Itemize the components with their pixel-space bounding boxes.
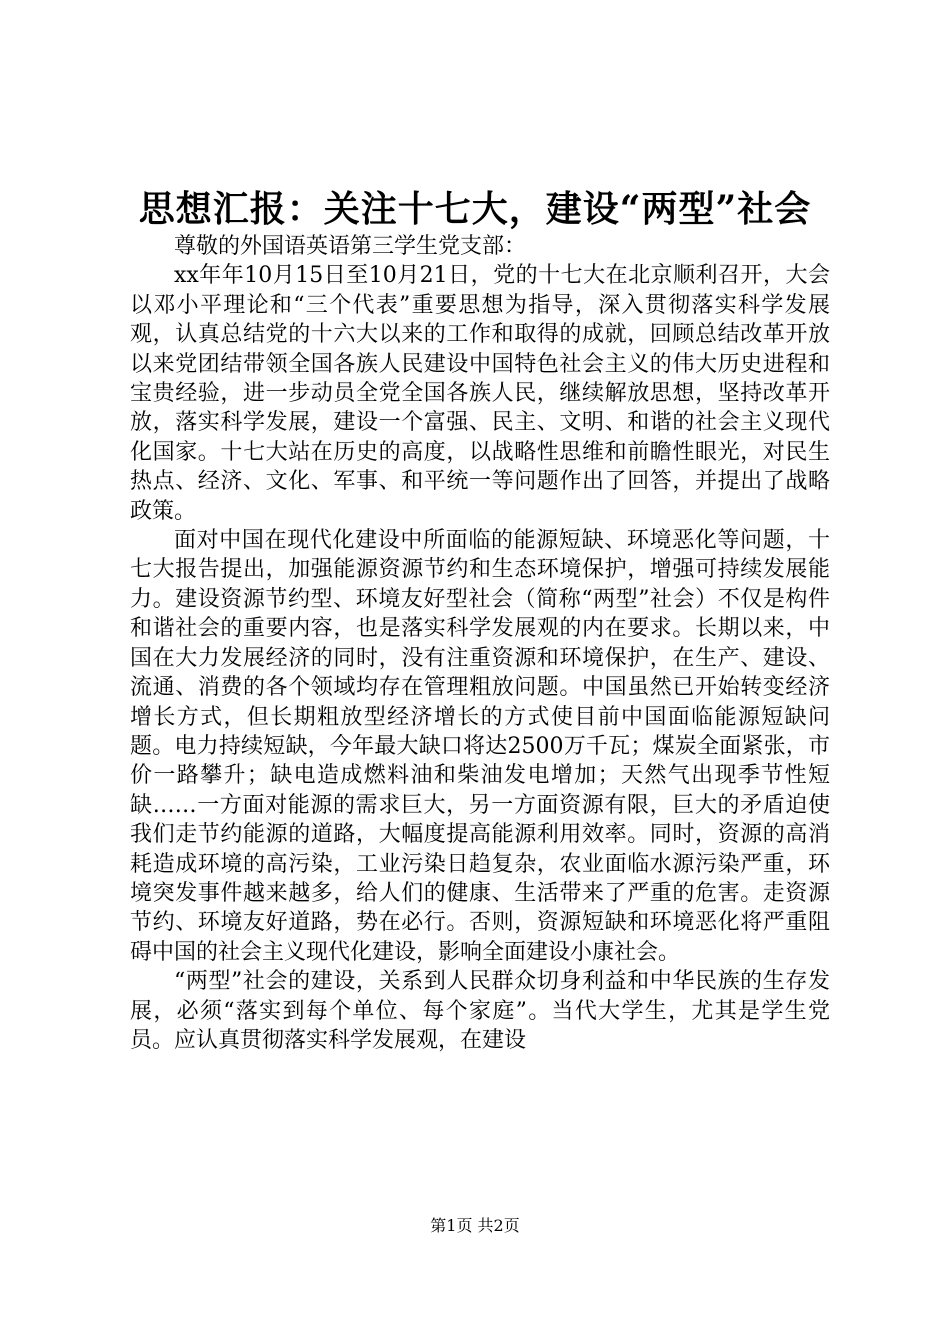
page-footer xyxy=(0,1216,950,1236)
document-body xyxy=(130,232,830,1055)
document-title: 思想汇报：关注十七大，建设“两型”社会 xyxy=(138,188,812,230)
page-indicator: 第1页 共2页 xyxy=(430,1216,520,1235)
salutation: 尊敬的外国语英语第三学生党支部： xyxy=(174,234,527,259)
body-paragraph-3: “两型”社会的建设，关系到人民群众切身利益和中华民族的生存发展，必须“落实到每个单位、每个家庭”。当代大学生，尤其是学生党员。应认真贯彻落实科学发展观，在建设 xyxy=(130,969,830,1053)
body-paragraph-1: xx年年10月15日至10月21日，党的十七大在北京顺利召开，大会以邓小平理论和“三个代表”重要思想为指导，深入贯彻落实科学发展观，认真总结党的十六大以来的工作和取得的成就，回顾总结改革开放以来党团结带领全国各族人民建设中国特色社会主义的伟大历史进程和宝贵经验，进一步动员全党全国各族人民，继续解放思想，坚持改革开放，落实科学发展，建设一个富强、民主、文明、和谐的社会主义现代化国家。十七大站在历史的高度，以战略性思维和前瞻性眼光，对民生热点、经济、文化、军事、和平统一等问题作出了回答，并提出了战略政策。 xyxy=(130,263,830,524)
body-paragraph-2: 面对中国在现代化建设中所面临的能源短缺、环境恶化等问题，十七大报告提出，加强能源资源节约和生态环境保护，增强可持续发展能力。建设资源节约型、环境友好型社会（简称“两型”社会）不仅是构件和谐社会的重要内容，也是落实科学发展观的内在要求。长期以来，中国在大力发展经济的同时，没有注重资源和环境保护，在生产、建设、流通、消费的各个领域均存在管理粗放问题。中国虽然已开始转变经济增长方式，但长期粗放型经济增长的方式使目前中国面临能源短缺问题。电力持续短缺，今年最大缺口将达2500万千瓦；煤炭全面紧张，市价一路攀升；缺电造成燃料油和柴油发电增加；天然气出现季节性短缺……一方面对能源的需求巨大，另一方面资源有限，巨大的矛盾迫使我们走节约能源的道路，大幅度提高能源利用效率。同时，资源的高消耗造成环境的高污染，工业污染日趋复杂，农业面临水源污染严重，环境突发事件越来越多，给人们的健康、生活带来了严重的危害。走资源节约、环境友好道路，势在必行。否则，资源短缺和环境恶化将严重阻碍中国的社会主义现代化建设，影响全面建设小康社会。 xyxy=(130,528,830,965)
